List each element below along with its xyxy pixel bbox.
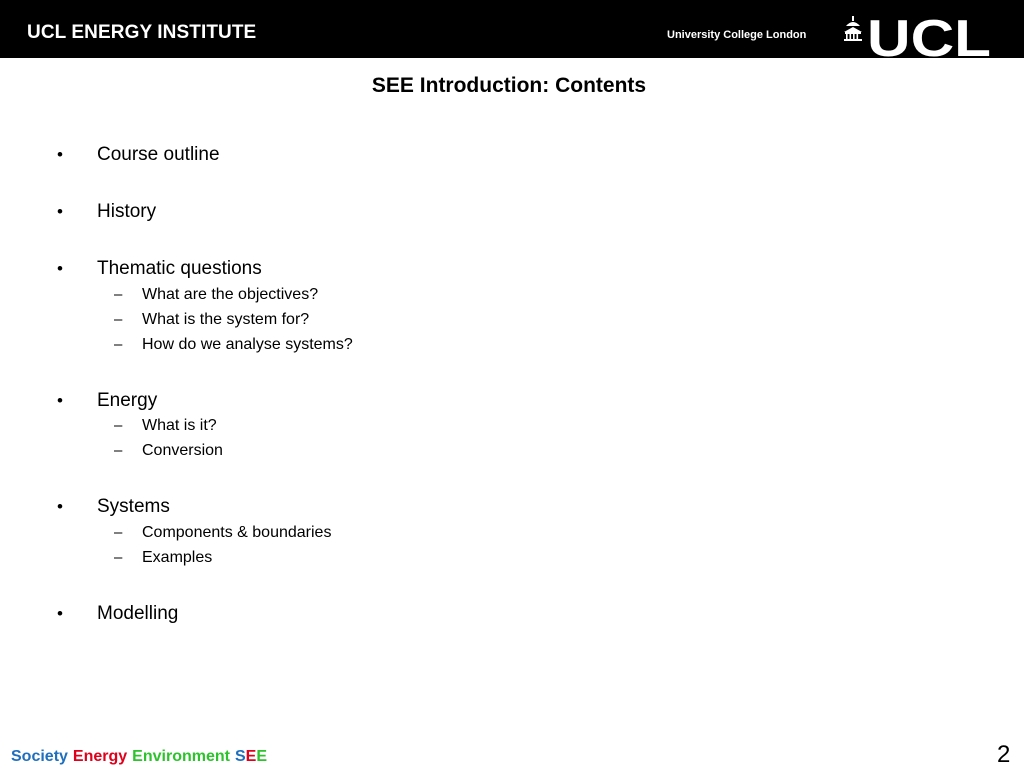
- dash-icon: –: [114, 549, 123, 566]
- footer-word: Energy: [72, 748, 128, 765]
- slide-title: SEE Introduction: Contents: [371, 74, 647, 97]
- footer-word: S: [234, 748, 246, 765]
- list-item-label: History: [97, 201, 157, 222]
- sub-list-item: [114, 286, 318, 304]
- sub-list-item-label: What are the objectives?: [142, 286, 319, 303]
- sub-list-item: [114, 311, 309, 329]
- list-item-label: Course outline: [97, 144, 220, 165]
- institute-name: UCL ENERGY INSTITUTE: [27, 22, 257, 43]
- sub-list-item-label: What is it?: [142, 417, 217, 434]
- page-number: 2: [997, 741, 1011, 768]
- sub-list-item-label: Components & boundaries: [142, 524, 332, 541]
- dash-icon: –: [114, 417, 123, 434]
- sub-list-item: [114, 524, 331, 542]
- sub-list-item: [114, 549, 212, 567]
- bullet-icon: •: [57, 497, 63, 516]
- sub-list-item: [114, 336, 353, 354]
- bullet-icon: •: [57, 391, 63, 410]
- list-item-label: Energy: [97, 390, 158, 411]
- bullet-icon: •: [57, 202, 63, 221]
- bullet-icon: •: [57, 259, 63, 278]
- sub-list-item-label: How do we analyse systems?: [142, 336, 353, 353]
- svg-text:UCL: UCL: [867, 14, 991, 58]
- sub-list-item-label: Examples: [142, 549, 213, 566]
- sub-list-item-label: What is the system for?: [142, 311, 310, 328]
- university-name: University College London: [667, 29, 807, 41]
- footer-word: E: [245, 748, 257, 765]
- sub-list-item: [114, 417, 217, 435]
- list-item-label: Thematic questions: [97, 258, 262, 279]
- dash-icon: –: [114, 442, 123, 459]
- footer-tagline: [11, 748, 267, 766]
- dash-icon: –: [114, 286, 123, 303]
- dash-icon: –: [114, 524, 123, 541]
- list-item-label: Modelling: [97, 603, 179, 624]
- list-item-label: Systems: [97, 496, 170, 517]
- list-item: [57, 258, 262, 280]
- footer-word: Environment: [132, 748, 230, 765]
- list-item: [57, 144, 220, 166]
- list-item: [57, 201, 156, 223]
- bullet-icon: •: [57, 145, 63, 164]
- list-item: [57, 390, 157, 412]
- footer-word: Society: [11, 748, 68, 765]
- bullet-icon: •: [57, 604, 63, 623]
- sub-list-item: [114, 442, 223, 460]
- list-item: [57, 603, 178, 625]
- sub-list-item-label: Conversion: [142, 442, 223, 459]
- dash-icon: –: [114, 336, 123, 353]
- dash-icon: –: [114, 311, 123, 328]
- list-item: [57, 496, 170, 518]
- footer-word: E: [256, 748, 267, 765]
